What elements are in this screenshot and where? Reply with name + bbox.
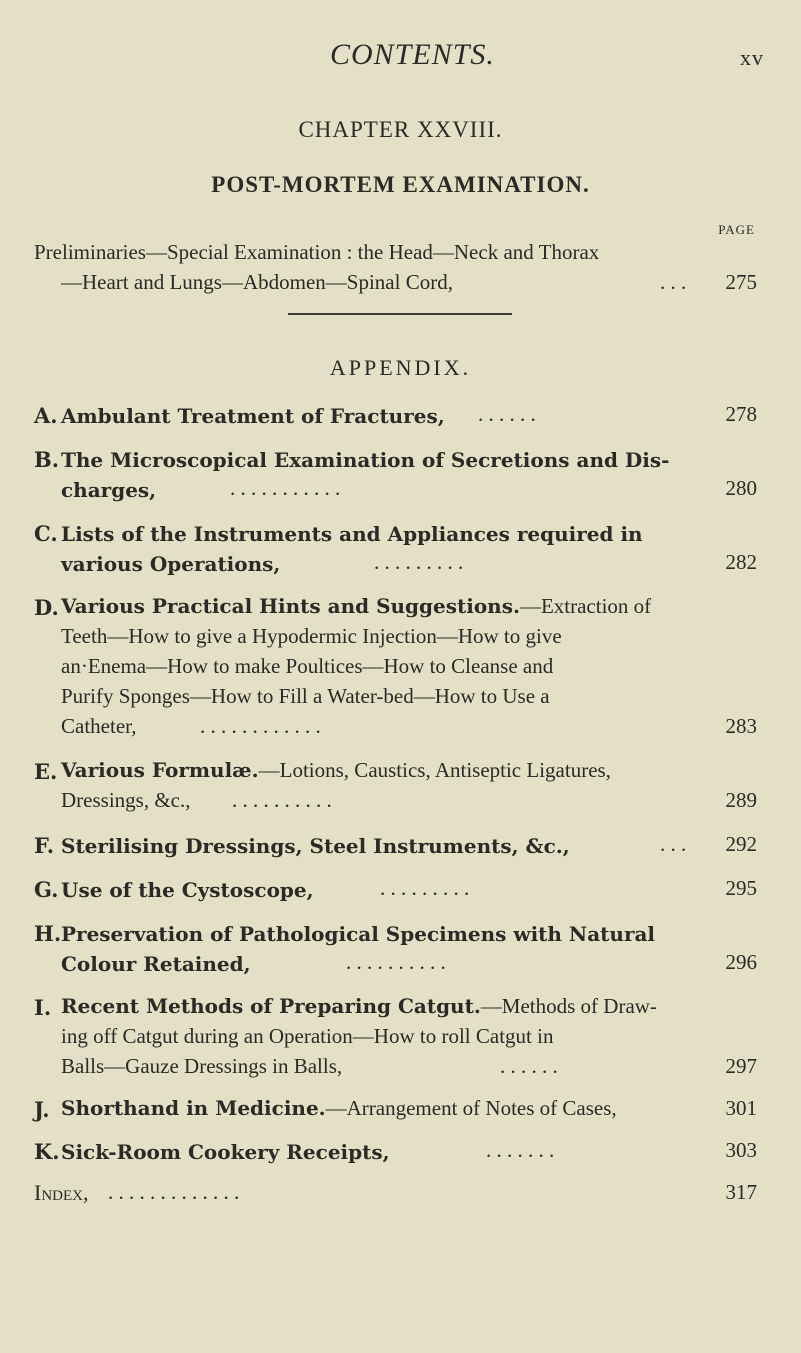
appendix-title: APPENDIX. xyxy=(329,355,472,380)
section-divider xyxy=(288,313,512,315)
entry-label-j: J. xyxy=(34,1097,50,1122)
page-column-label: PAGE xyxy=(718,222,755,237)
entry-e-line1 xyxy=(61,758,611,783)
entry-d-page: 283 xyxy=(725,714,757,738)
entry-d-line3: an·Enema—How to make Poultices—How to Cleanse and xyxy=(61,654,554,678)
entry-e-heading: Various Formulæ. xyxy=(61,758,259,782)
entry-d-line2: Teeth—How to give a Hypodermic Injection—How to give xyxy=(61,624,562,648)
entry-label-e: E. xyxy=(34,759,58,784)
entry-b-line1: The Microscopical Examination of Secretions and Dis- xyxy=(61,448,670,472)
entry-h-line2: Colour Retained, xyxy=(61,952,251,976)
entry-h-dots: . . . . . . . . . . xyxy=(346,950,446,974)
chapter-label: CHAPTER XXVIII. xyxy=(298,117,503,142)
entry-c-line1: Lists of the Instruments and Appliances required in xyxy=(61,522,643,546)
chapter-entry-line1: Preliminaries—Special Examination : the Head—Neck and Thorax xyxy=(34,240,600,264)
entry-h-page: 296 xyxy=(725,950,757,974)
entry-label-c: C. xyxy=(34,521,58,546)
entry-label-b: B. xyxy=(34,447,60,472)
entry-i-line2: ing off Catgut during an Operation—How to roll Catgut in xyxy=(61,1024,554,1048)
entry-i-line3: Balls—Gauze Dressings in Balls, xyxy=(61,1054,343,1078)
entry-label-h: H. xyxy=(34,921,62,946)
entry-f-page: 292 xyxy=(725,832,757,856)
entry-i-heading: Recent Methods of Preparing Catgut. xyxy=(61,994,481,1018)
chapter-title: POST-MORTEM EXAMINATION. xyxy=(211,172,590,197)
entry-a-line1: Ambulant Treatment of Fractures, xyxy=(61,404,445,428)
entry-index: Index, xyxy=(34,1180,89,1205)
entry-b-dots: . . . . . . . . . . . xyxy=(230,476,341,500)
entry-j-page: 301 xyxy=(725,1096,757,1120)
entry-d-line4: Purify Sponges—How to Fill a Water-bed—How to Use a xyxy=(61,684,550,708)
entry-d-heading: Various Practical Hints and Suggestions. xyxy=(61,594,520,618)
entry-j-line1 xyxy=(61,1096,617,1121)
entry-a-dots: . . . . . . xyxy=(478,402,536,426)
entry-index-page: 317 xyxy=(725,1180,757,1204)
entry-label-k: K. xyxy=(34,1139,60,1164)
entry-d-line5: Catheter, xyxy=(61,714,137,738)
entry-label-a: A. xyxy=(34,403,58,428)
chapter-entry-dots: . . . xyxy=(660,270,687,294)
entry-i-line1 xyxy=(61,994,657,1019)
entry-h-line1: Preservation of Pathological Specimens with Natural xyxy=(61,922,656,946)
entry-e-dots: . . . . . . . . . . xyxy=(232,788,332,812)
entry-g-page: 295 xyxy=(725,876,757,900)
running-head: CONTENTS. xyxy=(330,38,495,71)
entry-index-dots: . . . . . . . . . . . . . xyxy=(108,1180,240,1204)
entry-label-g: G. xyxy=(34,877,59,902)
entry-b-line2: charges, xyxy=(61,478,157,502)
entry-a-page: 278 xyxy=(725,402,757,426)
entry-e-line1-rest: —Lotions, Caustics, Antiseptic Ligatures, xyxy=(258,758,611,782)
entry-b-page: 280 xyxy=(725,476,757,500)
entry-i-dots: . . . . . . xyxy=(500,1054,558,1078)
chapter-entry-page: 275 xyxy=(725,270,757,294)
entry-c-dots: . . . . . . . . . xyxy=(374,550,464,574)
entry-k-page: 303 xyxy=(725,1138,757,1162)
entry-j-line1-rest: —Arrangement of Notes of Cases, xyxy=(325,1096,617,1120)
entry-d-dots: . . . . . . . . . . . . xyxy=(200,714,321,738)
entry-g-dots: . . . . . . . . . xyxy=(380,876,470,900)
entry-i-line1-rest: —Methods of Draw- xyxy=(480,994,657,1018)
chapter-entry-line2: —Heart and Lungs—Abdomen—Spinal Cord, xyxy=(61,270,453,294)
entry-j-heading: Shorthand in Medicine. xyxy=(61,1096,326,1120)
page-folio: xv xyxy=(740,45,764,70)
entry-f-line1: Sterilising Dressings, Steel Instruments, &c., xyxy=(61,834,570,858)
entry-d-line1-rest: —Extraction of xyxy=(519,594,652,618)
entry-label-i: I. xyxy=(34,995,52,1020)
entry-e-page: 289 xyxy=(725,788,757,812)
entry-f-dots: . . . xyxy=(660,832,687,856)
entry-label-d: D. xyxy=(34,595,59,620)
entry-g-line1: Use of the Cystoscope, xyxy=(61,878,314,902)
entry-k-dots: . . . . . . . xyxy=(486,1138,555,1162)
entry-label-f: F. xyxy=(34,833,55,858)
entry-i-page: 297 xyxy=(725,1054,757,1078)
entry-c-line2: various Operations, xyxy=(61,552,281,576)
entry-k-line1: Sick-Room Cookery Receipts, xyxy=(61,1140,390,1164)
entry-c-page: 282 xyxy=(725,550,757,574)
entry-d-line1 xyxy=(61,594,651,619)
entry-e-line2: Dressings, &c., xyxy=(61,788,191,812)
